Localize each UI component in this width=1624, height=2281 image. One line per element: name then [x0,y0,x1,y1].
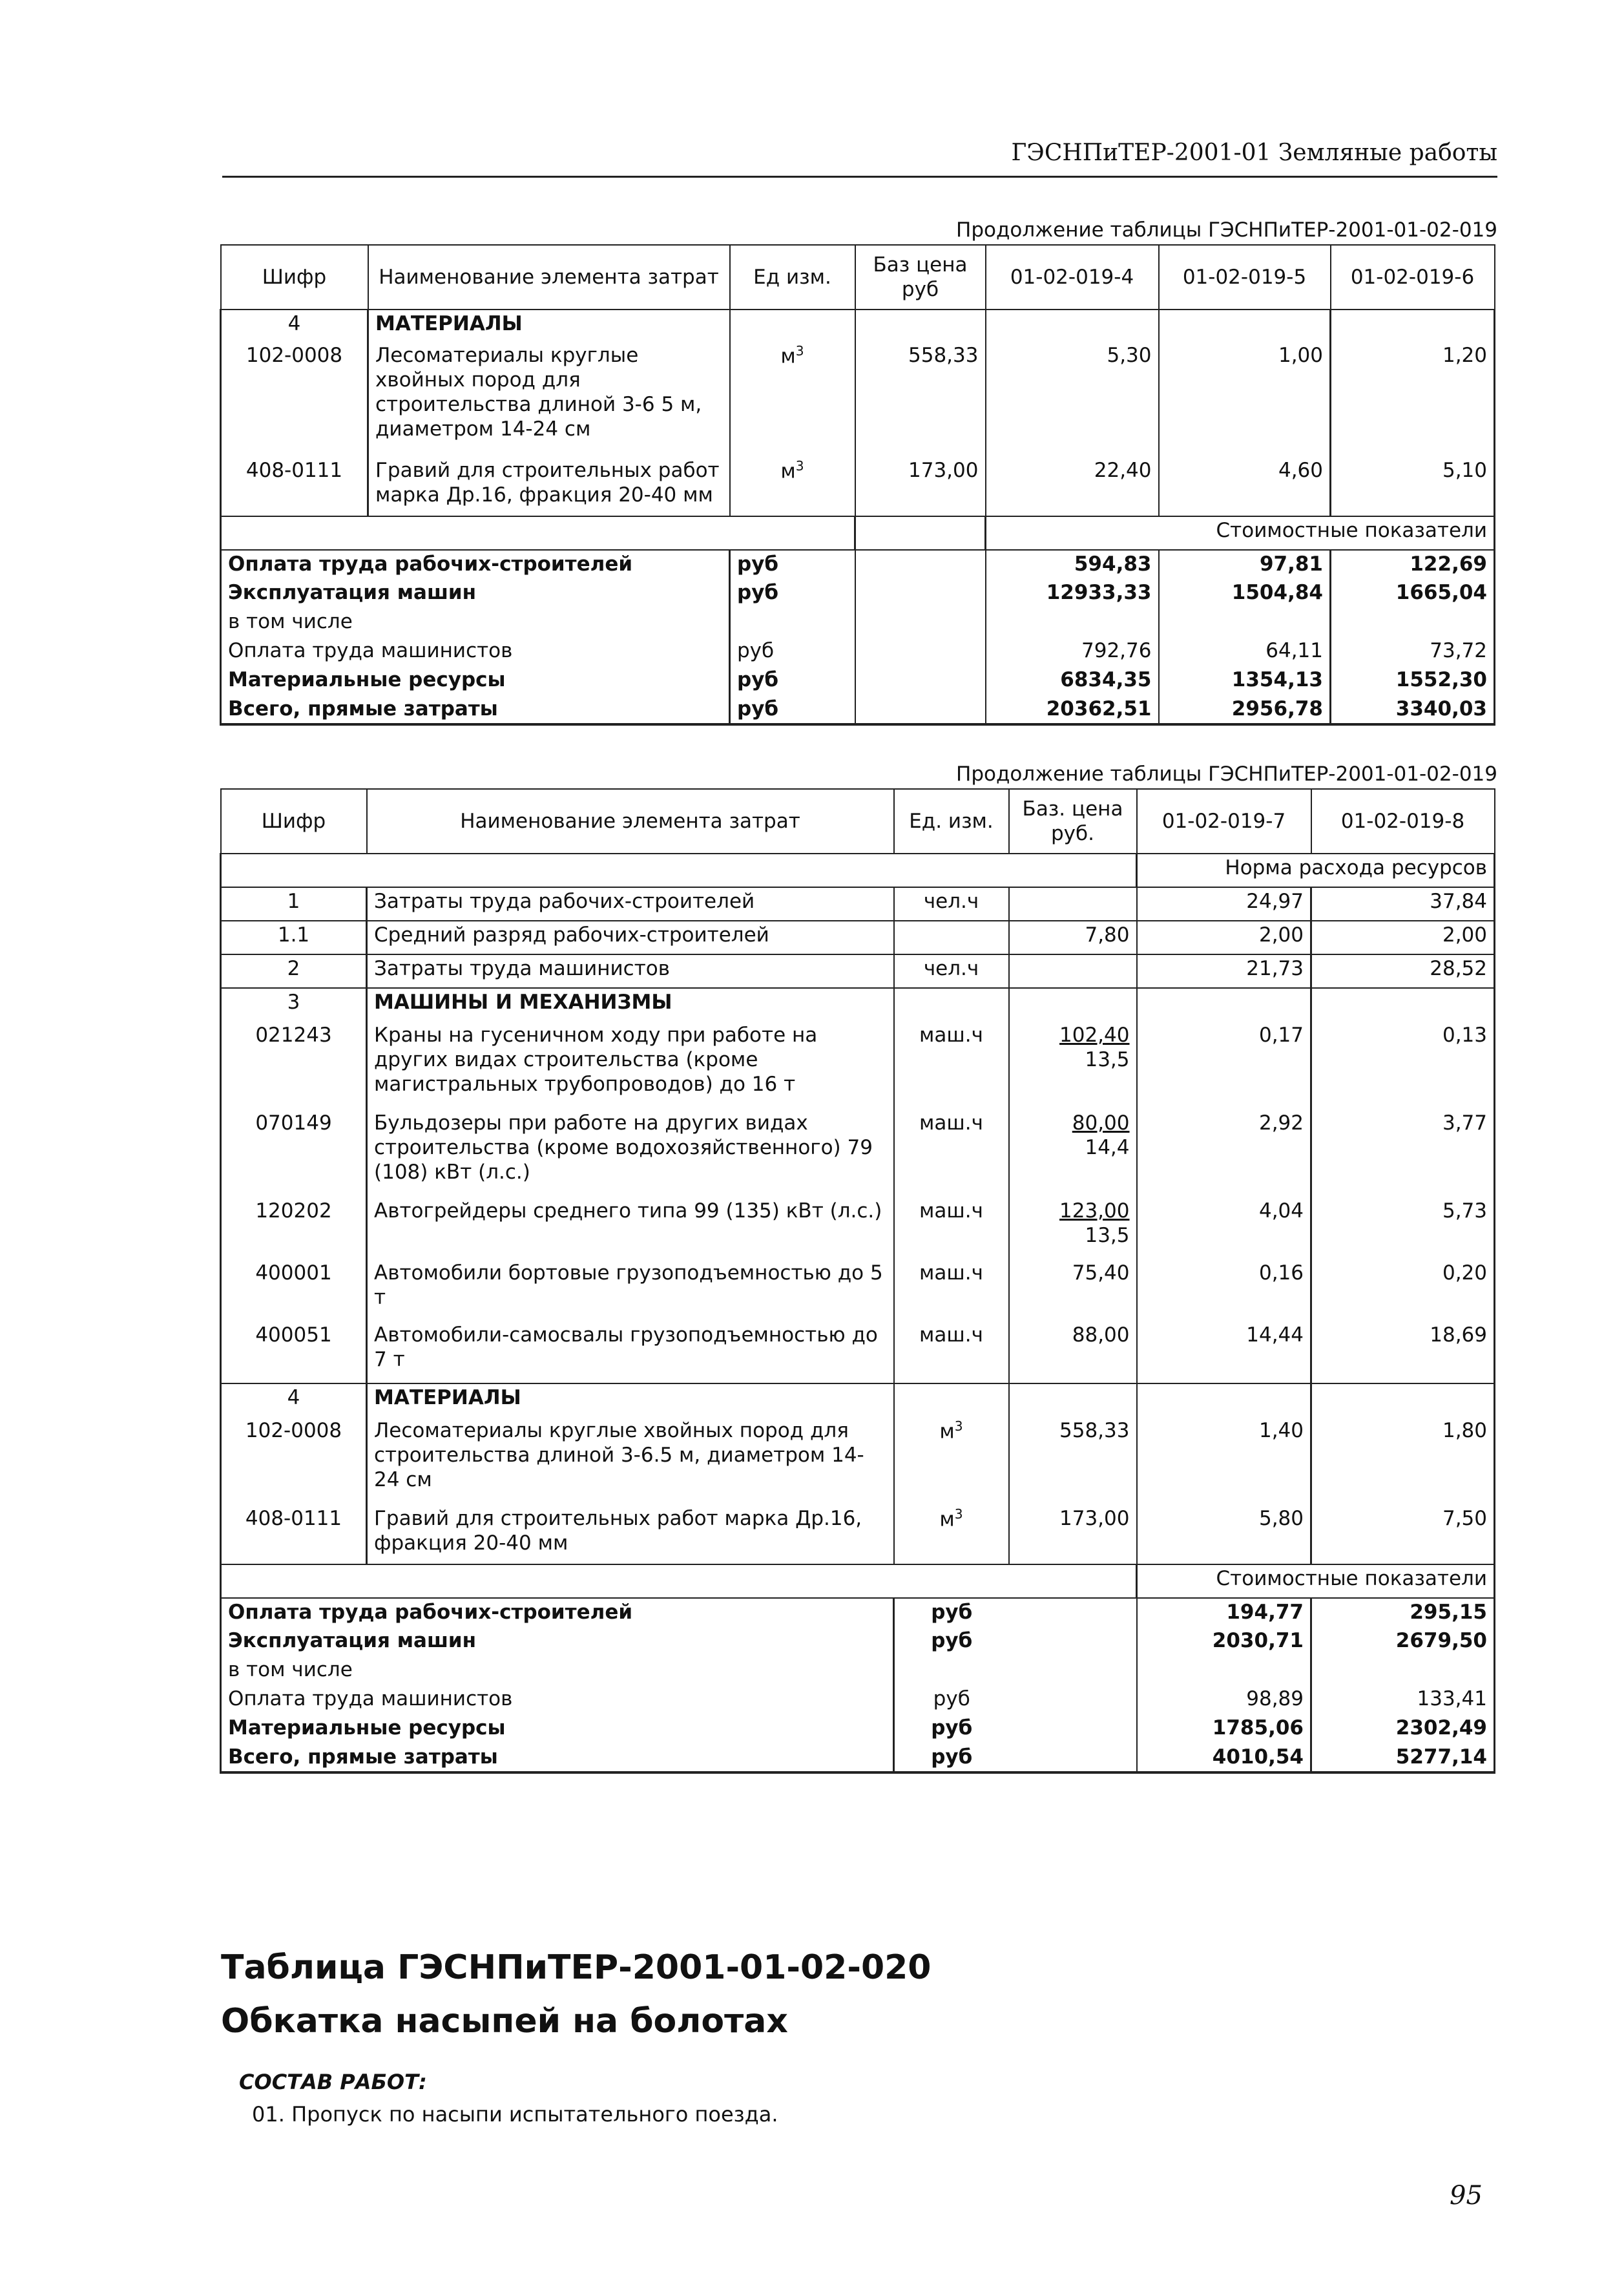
cost-label: в том числе [221,608,730,637]
col-price-header: Баз цена руб [855,245,986,310]
resource-price [1009,887,1137,921]
cost-value: 4010,54 [1137,1743,1311,1772]
material-row [221,342,1495,457]
empty-cell [1137,988,1311,1022]
cost-row [221,608,1495,637]
resource-price: 173,00 [855,457,986,516]
empty-cell [855,666,986,695]
running-header [222,136,1497,178]
cost-row [221,1656,1495,1685]
cost-value [1311,1656,1495,1685]
resource-price [1009,954,1137,988]
cost-unit: руб [730,695,855,724]
table1-header-row [221,245,1495,310]
cost-row [221,550,1495,579]
empty-cell [1009,1656,1137,1685]
empty-cell [1009,1598,1137,1627]
price-denominator: 13,5 [1085,1224,1130,1248]
empty-cell [1009,1714,1137,1743]
cost-row [221,1627,1495,1656]
resource-price [1009,1259,1137,1321]
empty-cell [1009,1743,1137,1772]
resource-unit: маш.ч [894,1197,1009,1259]
cost-unit: руб [730,637,855,666]
cost-value: 2679,50 [1311,1627,1495,1656]
machine-row [221,1197,1495,1259]
resource-code: 102-0008 [221,1417,367,1505]
empty-cell [894,1383,1009,1417]
norm-value: 14,44 [1137,1321,1311,1383]
resource-price: 7,80 [1009,921,1137,954]
empty-cell [1159,310,1331,342]
resource-price [1009,1321,1137,1383]
resource-unit [730,342,855,457]
col-unit-header: Ед изм. [730,245,855,310]
cost-value: 792,76 [986,637,1159,666]
cost-value: 295,15 [1311,1598,1495,1627]
labor-row [221,921,1495,954]
section-row [221,310,1495,342]
norm-value: 2,92 [1137,1109,1311,1197]
cost-value: 64,11 [1159,637,1331,666]
table1 [220,244,1495,726]
cost-value: 2030,71 [1137,1627,1311,1656]
norm-value: 1,20 [1331,342,1495,457]
empty-cell [855,608,986,637]
cost-value: 1785,06 [1137,1714,1311,1743]
cost-unit: руб [894,1743,1009,1772]
empty-cell [1311,988,1495,1022]
norm-value: 0,17 [1137,1022,1311,1109]
cost-value: 1665,04 [1331,579,1495,608]
cost-row [221,1598,1495,1627]
resource-price [1009,1197,1137,1259]
empty-cell [855,516,986,550]
machine-row [221,1022,1495,1109]
cost-value: 2302,49 [1311,1714,1495,1743]
price-numerator: 102,40 [1059,1024,1130,1047]
cost-unit [894,1656,1009,1685]
empty-cell [855,310,986,342]
resource-code: 021243 [221,1022,367,1109]
resource-price: 558,33 [855,342,986,457]
cube-superscript: 3 [795,343,804,359]
cost-value: 1354,13 [1159,666,1331,695]
cost-value: 98,89 [1137,1685,1311,1714]
norm-value: 1,00 [1159,342,1331,457]
cost-label: Всего, прямые затраты [221,1743,894,1772]
norm-value: 5,30 [986,342,1159,457]
machine-row [221,1321,1495,1383]
norm-value: 2,00 [1311,921,1495,954]
price-denominator: 13,5 [1085,1048,1130,1072]
work-composition-heading: СОСТАВ РАБОТ: [239,2070,427,2094]
cost-label: в том числе [221,1656,894,1685]
norm-value: 1,40 [1137,1417,1311,1505]
section-code: 4 [221,310,368,342]
norm-value: 24,97 [1137,887,1311,921]
empty-cell [1137,1383,1311,1417]
cost-row [221,1685,1495,1714]
resource-code: 408-0111 [221,457,368,516]
unit-text: м [780,459,796,483]
resource-code: 408-0111 [221,1505,367,1564]
col-name-header: Наименование элемента затрат [367,789,894,854]
col-unit-header: Ед. изм. [894,789,1009,854]
resource-unit [894,921,1009,954]
norm-value: 3,77 [1311,1109,1495,1197]
norm-value: 22,40 [986,457,1159,516]
cost-value: 594,83 [986,550,1159,579]
norm-value: 1,80 [1311,1417,1495,1505]
cost-value: 97,81 [1159,550,1331,579]
section-name: МАТЕРИАЛЫ [368,310,730,342]
norm-value: 2,00 [1137,921,1311,954]
labor-row [221,887,1495,921]
col-name-header: Наименование элемента затрат [368,245,730,310]
empty-cell [221,854,1137,887]
col-norm-header: 01-02-019-5 [1159,245,1331,310]
resource-name: Затраты труда рабочих-строителей [367,887,894,921]
price-numerator: 80,00 [1072,1111,1130,1135]
cost-label: Оплата труда рабочих-строителей [221,550,730,579]
unit-text: м [939,1508,955,1531]
norm-value: 5,80 [1137,1505,1311,1564]
cost-label: Оплата труда машинистов [221,1685,894,1714]
price-numerator: 123,00 [1059,1199,1130,1223]
cost-value: 2956,78 [1159,695,1331,724]
price-numerator: 75,40 [1072,1261,1130,1285]
cost-label: Эксплуатация машин [221,579,730,608]
empty-cell [1009,1383,1137,1417]
cost-header: Стоимостные показатели [1137,1564,1495,1598]
col-code-header: Шифр [221,789,367,854]
empty-cell [894,988,1009,1022]
col-norm-header: 01-02-019-6 [1331,245,1495,310]
resource-name: Автомобили-самосвалы грузоподъемностью до 7 т [367,1321,894,1383]
resource-name: Гравий для строительных работ марка Др.16, фракция 20-40 мм [367,1505,894,1564]
resource-code: 1.1 [221,921,367,954]
running-header-text: ГЭСНПиТЕР-2001-01 Земляные работы [1011,140,1497,166]
section-code: 3 [221,988,367,1022]
resource-code: 070149 [221,1109,367,1197]
cost-unit: руб [931,1629,973,1652]
resource-code: 400051 [221,1321,367,1383]
work-item: 01. Пропуск по насыпи испытательного поезда. [252,2102,778,2127]
machine-row [221,1259,1495,1321]
empty-cell [1009,1685,1137,1714]
section-subtitle: Обкатка насыпей на болотах [221,2002,788,2041]
section-code: 4 [221,1383,367,1417]
cost-value: 1552,30 [1331,666,1495,695]
resource-name: Средний разряд рабочих-строителей [367,921,894,954]
resource-name: Автогрейдеры среднего типа 99 (135) кВт (л.с.) [367,1197,894,1259]
resource-name: Бульдозеры при работе на других видах строительства (кроме водохозяйственного) 79 (108) кВт (л.с.) [367,1109,894,1197]
resource-code: 2 [221,954,367,988]
cost-value: 1504,84 [1159,579,1331,608]
resource-unit [894,1417,1009,1505]
norm-value: 5,10 [1331,457,1495,516]
resource-unit: чел.ч [894,887,1009,921]
material-row [221,1505,1495,1564]
empty-cell [221,1564,1137,1598]
resource-price: 173,00 [1009,1505,1137,1564]
price-numerator: 88,00 [1072,1323,1130,1347]
section-row [221,988,1495,1022]
cost-unit: руб [730,666,855,695]
resource-unit [730,457,855,516]
empty-cell [855,637,986,666]
cost-label: Оплата труда рабочих-строителей [221,1598,894,1627]
cost-label: Материальные ресурсы [221,1714,894,1743]
norm-header: Норма расхода ресурсов [1137,854,1495,887]
cost-value [1159,608,1331,637]
cost-row [221,695,1495,724]
section-row [221,1383,1495,1417]
cost-row [221,579,1495,608]
machine-row [221,1109,1495,1197]
table2 [220,788,1495,1774]
resource-unit: маш.ч [894,1259,1009,1321]
cost-unit: руб [931,1716,973,1740]
empty-cell [1009,988,1137,1022]
cube-superscript: 3 [795,458,804,474]
resource-code: 400001 [221,1259,367,1321]
section-name: МАТЕРИАЛЫ [367,1383,894,1417]
resource-name: Лесоматериалы круглые хвойных пород для строительства длиной 3-6.5 м, диаметром 14-24 см [367,1417,894,1505]
cost-value: 20362,51 [986,695,1159,724]
material-row [221,457,1495,516]
labor-row [221,954,1495,988]
resource-name: Гравий для строительных работ марка Др.16, фракция 20-40 мм [368,457,730,516]
cost-label: Материальные ресурсы [221,666,730,695]
empty-cell [855,579,986,608]
cost-value: 194,77 [1137,1598,1311,1627]
norm-value: 28,52 [1311,954,1495,988]
section-title: Таблица ГЭСНПиТЕР-2001-01-02-020 [221,1948,932,1987]
cube-superscript: 3 [954,1506,963,1522]
empty-cell [1331,310,1495,342]
cost-unit: руб [933,1687,970,1710]
norm-value: 5,73 [1311,1197,1495,1259]
section-name: МАШИНЫ И МЕХАНИЗМЫ [367,988,894,1022]
resource-unit: маш.ч [894,1109,1009,1197]
col-norm-header: 01-02-019-8 [1311,789,1495,854]
cost-value: 122,69 [1331,550,1495,579]
cost-label: Эксплуатация машин [221,1627,894,1656]
resource-unit [894,1505,1009,1564]
cost-value: 133,41 [1311,1685,1495,1714]
norm-value: 7,50 [1311,1505,1495,1564]
empty-cell [855,695,986,724]
cost-row [221,1743,1495,1772]
page-number: 95 [1450,2181,1483,2211]
empty-cell [986,310,1159,342]
unit-text: м [939,1420,955,1444]
cube-superscript: 3 [954,1418,963,1434]
empty-cell [855,550,986,579]
col-norm-header: 01-02-019-4 [986,245,1159,310]
cost-header-row [221,1564,1495,1598]
resource-name: Затраты труда машинистов [367,954,894,988]
norm-header-row [221,854,1495,887]
resource-unit: чел.ч [894,954,1009,988]
resource-price [1009,1022,1137,1109]
cost-row [221,1714,1495,1743]
resource-price: 558,33 [1009,1417,1137,1505]
resource-name: Лесоматериалы круглые хвойных пород для строительства длиной 3-6 5 м, диаметром 14-24 см [368,342,730,457]
cost-header-row [221,516,1495,550]
resource-name: Автомобили бортовые грузоподъемностью до 5 т [367,1259,894,1321]
col-code-header: Шифр [221,245,368,310]
cost-label: Оплата труда машинистов [221,637,730,666]
empty-cell [221,516,855,550]
cost-unit: руб [730,550,855,579]
norm-value: 0,16 [1137,1259,1311,1321]
empty-cell [1009,1627,1137,1656]
resource-name: Краны на гусеничном ходу при работе на других видах строительства (кроме магистральных трубопроводов) до 16 т [367,1022,894,1109]
cost-unit [730,608,855,637]
norm-value: 4,60 [1159,457,1331,516]
cost-value: 73,72 [1331,637,1495,666]
cost-value: 6834,35 [986,666,1159,695]
norm-value: 0,20 [1311,1259,1495,1321]
norm-value: 21,73 [1137,954,1311,988]
norm-value: 4,04 [1137,1197,1311,1259]
norm-value: 37,84 [1311,887,1495,921]
empty-cell [1311,1383,1495,1417]
material-row [221,1417,1495,1505]
norm-value: 0,13 [1311,1022,1495,1109]
price-denominator: 14,4 [1085,1136,1130,1160]
unit-text: м [780,344,796,368]
resource-code: 120202 [221,1197,367,1259]
cost-value: 3340,03 [1331,695,1495,724]
resource-code: 102-0008 [221,342,368,457]
cost-value: 5277,14 [1311,1743,1495,1772]
resource-unit: маш.ч [894,1022,1009,1109]
cost-unit: руб [730,579,855,608]
cost-label: Всего, прямые затраты [221,695,730,724]
cost-row [221,666,1495,695]
resource-code: 1 [221,887,367,921]
col-price-header: Баз. цена руб. [1009,789,1137,854]
cost-value [1331,608,1495,637]
cost-value [986,608,1159,637]
cost-row [221,637,1495,666]
col-norm-header: 01-02-019-7 [1137,789,1311,854]
empty-cell [730,310,855,342]
cost-value: 12933,33 [986,579,1159,608]
cost-unit: руб [894,1598,1009,1627]
cost-value [1137,1656,1311,1685]
norm-value: 18,69 [1311,1321,1495,1383]
cost-header: Стоимостные показатели [986,516,1495,550]
resource-price [1009,1109,1137,1197]
table1-continuation: Продолжение таблицы ГЭСНПиТЕР-2001-01-02-019 [956,218,1497,242]
table2-continuation: Продолжение таблицы ГЭСНПиТЕР-2001-01-02-019 [956,762,1497,786]
resource-unit: маш.ч [894,1321,1009,1383]
table2-header-row [221,789,1495,854]
